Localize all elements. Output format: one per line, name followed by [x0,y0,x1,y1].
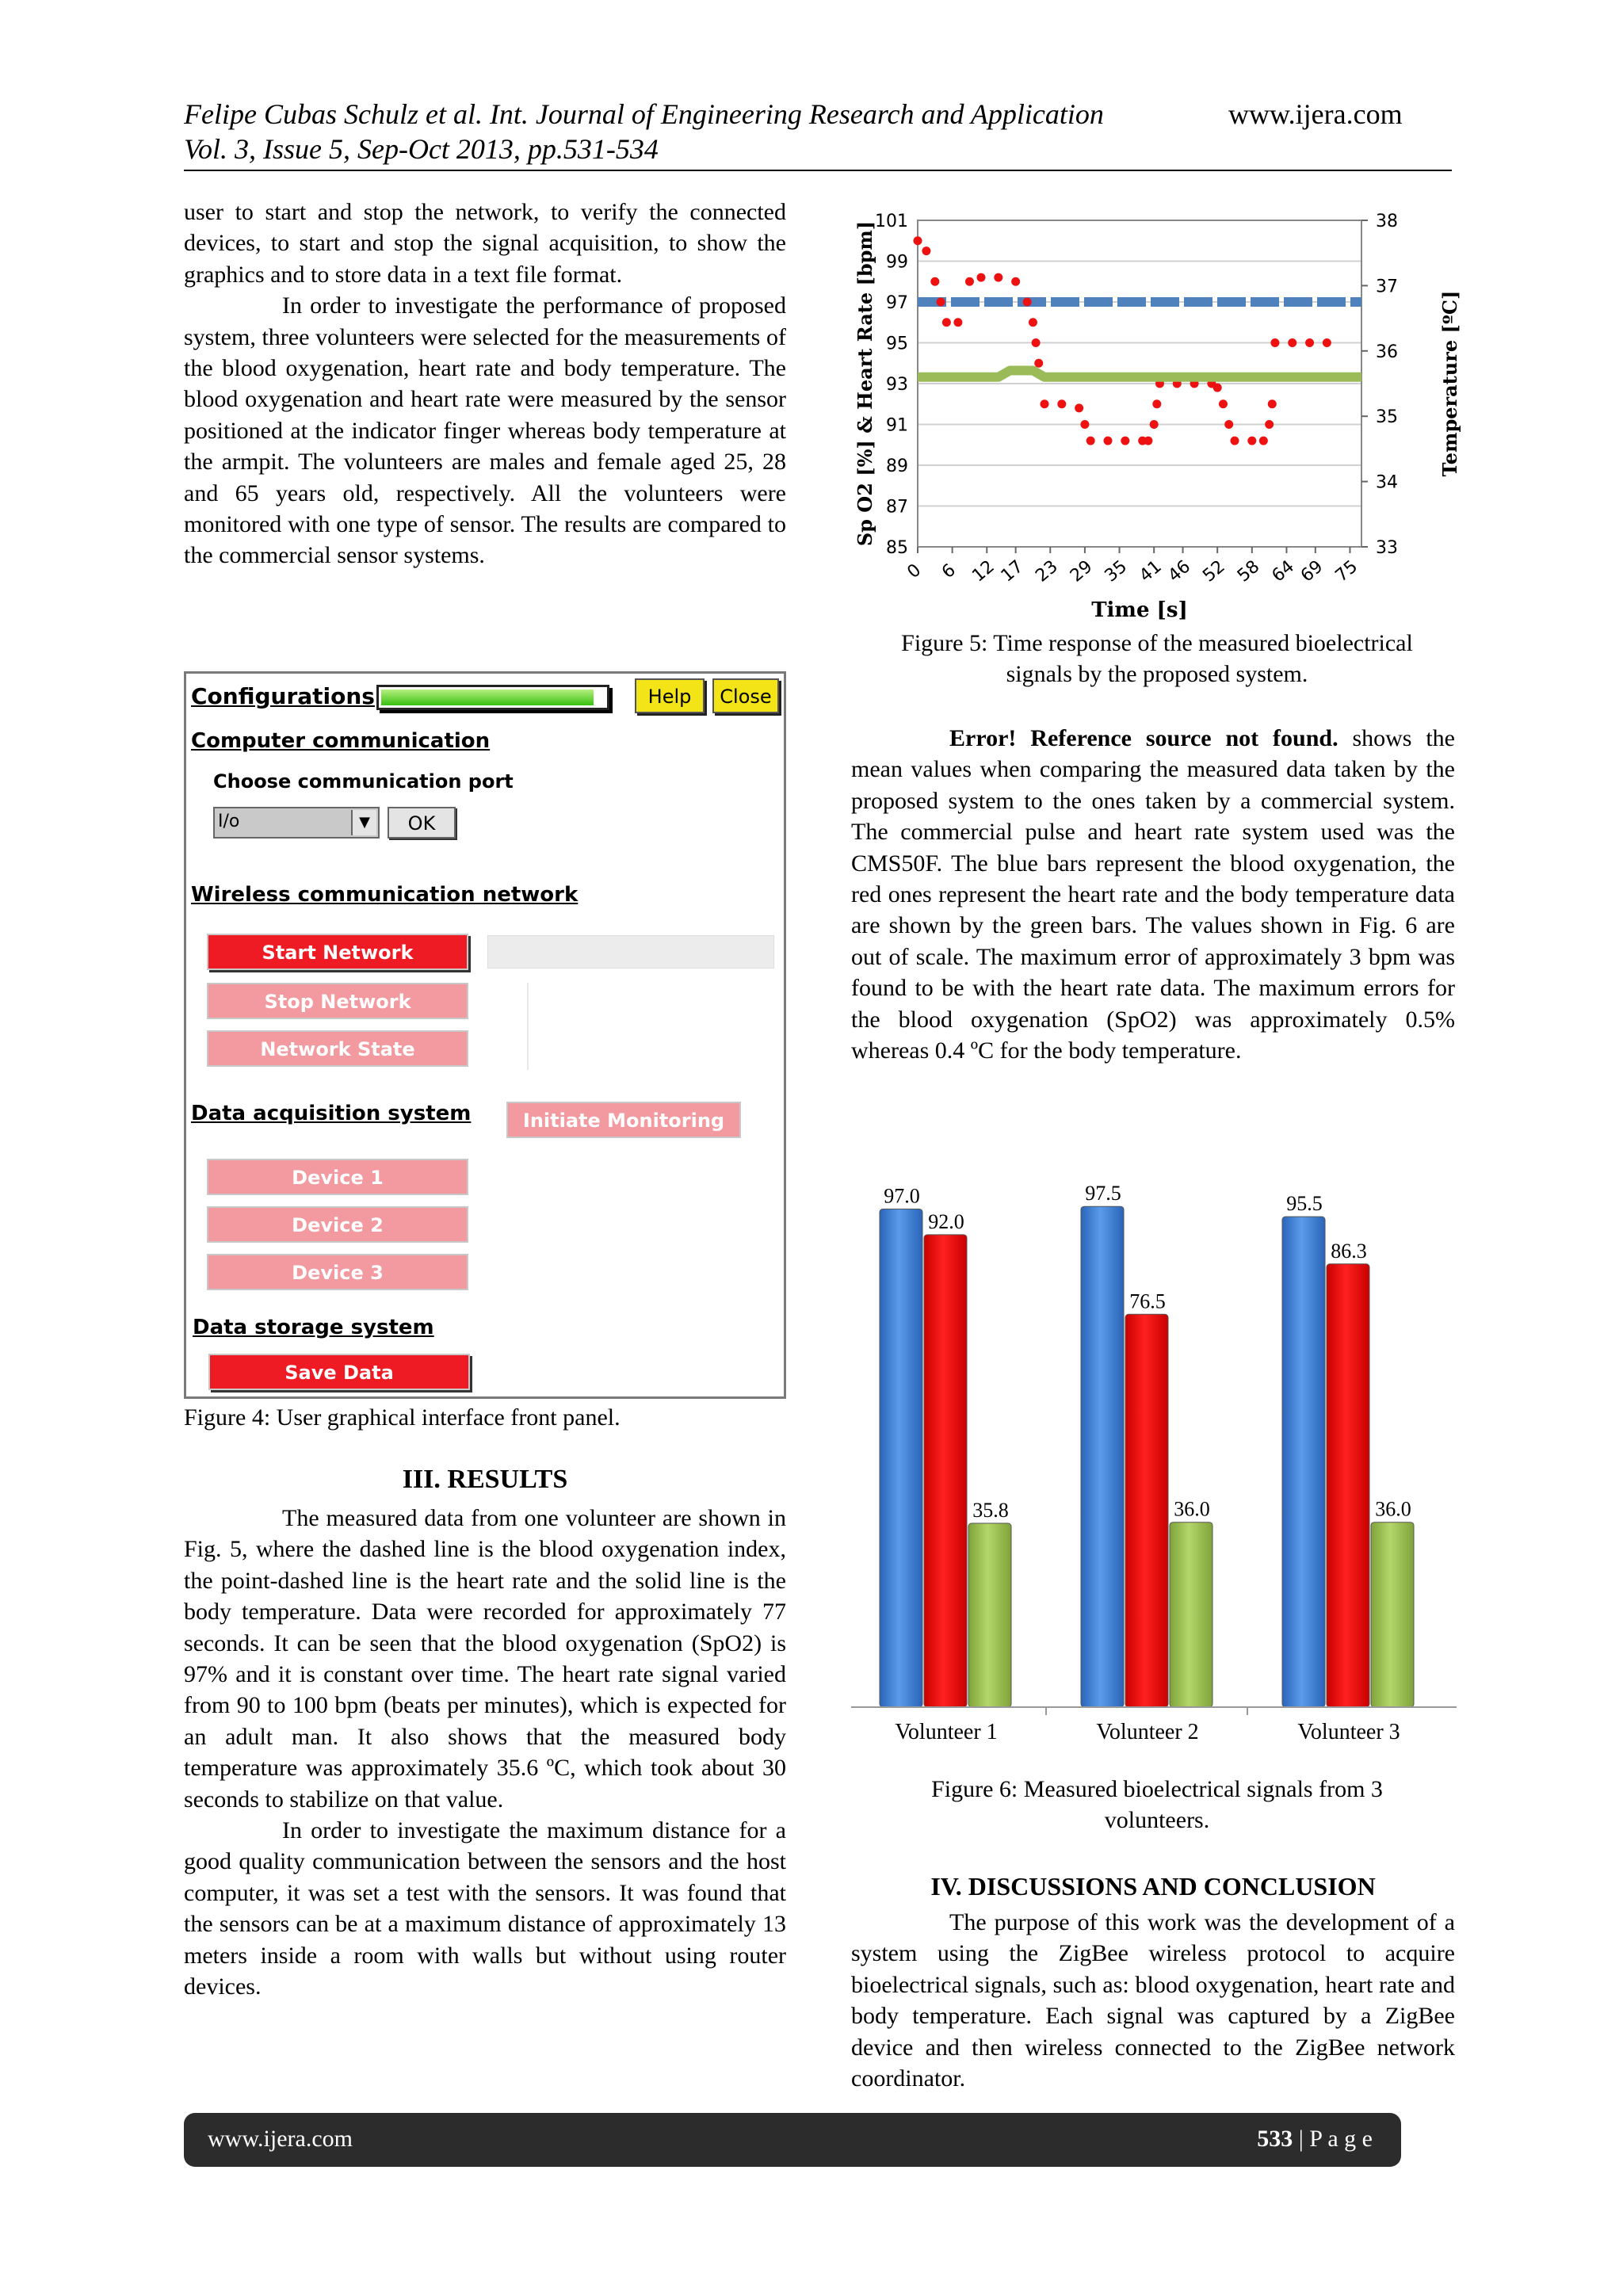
y-tick-label: 101 [875,212,908,231]
category-label: Volunteer 2 [1096,1720,1199,1744]
y-tick-label: 93 [886,375,908,395]
paragraph: In order to investigate the performance of proposed system, three volunteers were selected for the measurements of the blood oxygenation, heart rate and body temperature. The blood oxygenation and heart rate were measured by the sensor positioned at the indicator finger whereas body temperature at the armpit. The volunteers are males and female aged 25, 28 and 65 years old, respectively. All the volunteers were monitored with one type of sensor. The results are compared to the commercial sensor systems. [184,292,786,569]
y-tick-label: 85 [886,538,908,558]
heart-rate-point [914,236,922,245]
right-column-discussion [851,1907,1455,2094]
y-tick-label: 89 [886,457,908,476]
heart-rate-point [937,298,945,307]
heart-rate-point [1305,338,1314,347]
heart-rate-point [1032,338,1041,347]
left-column-results [184,1503,786,2003]
heart-rate-point [977,273,986,282]
x-tick-label: 17 [997,556,1028,586]
paragraph: The purpose of this work was the development of a system using the ZigBee wireless protocol to acquire bioelectrical signals, such as: blood oxygenation, heart rate and body temperature. Each signal was captured by a ZigBee device and then wireless connected to the ZigBee network coordinator. [851,1909,1455,2092]
device-2-button[interactable]: Device 2 [207,1206,468,1243]
heart-rate-point [922,246,930,255]
y-right-tick-label: 34 [1376,472,1398,493]
discussion-heading: IV. DISCUSSIONS AND CONCLUSION [930,1872,1376,1901]
heart-rate-point [1247,437,1256,445]
figure-5-caption [848,628,1466,690]
running-header-volume: Vol. 3, Issue 5, Sep-Oct 2013, pp.531-534 [184,133,659,165]
category-label: Volunteer 1 [895,1720,998,1744]
x-tick-label: 23 [1032,556,1062,586]
data-acquisition-heading: Data acquisition system [191,1102,472,1125]
heart-rate-point [1231,437,1239,445]
heart-rate-point [1213,384,1222,392]
x-tick-label: 41 [1136,556,1166,586]
device-1-button[interactable]: Device 1 [207,1159,468,1195]
help-button[interactable]: Help [635,678,705,713]
paragraph: shows the mean values when comparing the measured data taken by the proposed system to the ones taken by a commercial system. The commercial pulse and heart rate system used was the CMS50F. The blue bars represent the blood oxygenation, the red ones represent the heart rate and the body temperature data are shown by the green bars. The values shown in Fig. 6 are out of scale. The maximum error of approximately 3 bpm was found to be with the heart rate data. The maximum errors for the blood oxygenation (SpO2) was approximately 0.5% whereas 0.4 ºC for the body temperature. [851,725,1455,1064]
y-tick-label: 87 [886,497,908,518]
heart-rate-point [942,318,951,327]
bar-body-temperature [1371,1522,1414,1707]
heart-rate-point [994,273,1002,282]
heart-rate-point [1259,437,1268,445]
heart-rate-point [953,318,962,327]
stop-network-button[interactable]: Stop Network [207,983,468,1019]
network-status-field [487,935,774,968]
data-label: 36.0 [1375,1497,1411,1521]
x-tick-label: 0 [903,560,926,583]
choose-port-label: Choose communication port [213,770,514,793]
y-right-tick-label: 35 [1376,407,1398,428]
bar-blood-oxygenation [880,1209,922,1707]
chart-axis-ticks [875,212,1398,586]
heart-rate-point [1075,403,1083,412]
figure-6-caption [848,1774,1466,1836]
divider [527,983,529,1070]
x-axis-label: Time [s] [1091,598,1188,622]
footer-website[interactable]: www.ijera.com [208,2126,353,2152]
bar-body-temperature [1170,1522,1212,1707]
heart-rate-point [1219,399,1228,408]
y-right-tick-label: 37 [1376,277,1398,297]
y-tick-label: 91 [886,415,908,436]
x-tick-label: 29 [1066,556,1097,586]
gui-progress-bar [376,685,609,710]
y-tick-label: 95 [886,334,908,354]
paragraph: In order to investigate the maximum distance for a good quality communication between the sensors and the host computer, it was set a test with the sensors. It was found that the sensors can be at a maximum distance of approximately 13 meters inside a room with walls but without using router devices. [184,1817,786,2000]
paragraph: user to start and stop the network, to verify the connected devices, to start and stop the signal acquisition, to show the graphics and to store data in a text file format. [184,199,786,288]
temperature-series-line [918,371,1361,377]
caption-line: Figure 5: Time response of the measured bioelectrical [901,630,1413,656]
figure-6-bar-chart [848,1165,1466,1752]
results-heading: III. RESULTS [402,1465,568,1494]
page-number-box [1257,2126,1373,2153]
category-labels [895,1707,1400,1744]
x-tick-label: 64 [1268,556,1299,586]
y-tick-label: 99 [886,252,908,273]
header-rule [184,170,1452,171]
chart-gridlines [918,220,1361,547]
heart-rate-point [1268,399,1277,408]
y-right-tick-label: 38 [1376,212,1398,231]
heart-rate-point [1080,420,1089,429]
chart-series [914,236,1362,445]
x-tick-label: 69 [1296,556,1327,586]
bar-heart-rate [924,1235,967,1707]
y-axis-right-label: Temperature [ºC] [1438,290,1461,477]
start-network-button[interactable]: Start Network [207,934,468,970]
right-column-text [851,723,1455,1066]
network-state-button[interactable]: Network State [207,1030,468,1067]
heart-rate-point [1086,437,1095,445]
x-tick-label: 12 [968,556,999,586]
data-label: 35.8 [972,1499,1009,1522]
initiate-monitoring-button[interactable]: Initiate Monitoring [506,1102,741,1138]
heart-rate-point [1288,338,1296,347]
x-tick-label: 52 [1199,556,1229,586]
port-value: I/o [218,812,240,831]
page-footer [184,2113,1401,2167]
x-tick-label: 6 [938,560,960,583]
heart-rate-point [1034,359,1043,368]
ok-button[interactable]: OK [388,807,456,839]
data-storage-heading: Data storage system [193,1316,434,1339]
close-button[interactable]: Close [712,678,779,713]
x-tick-label: 75 [1331,556,1362,586]
heart-rate-point [1150,420,1159,429]
computer-communication-heading: Computer communication [191,729,491,753]
bar-blood-oxygenation [1081,1206,1124,1707]
gui-front-panel-figure [184,671,786,1399]
heart-rate-point [965,277,974,286]
x-tick-label: 35 [1101,556,1132,586]
caption-line: Figure 6: Measured bioelectrical signals from 3 [931,1776,1383,1802]
figure-4-caption: Figure 4: User graphical interface front panel. [184,1404,621,1431]
gui-progress-fill [381,690,594,705]
y-right-tick-label: 33 [1376,538,1398,558]
save-data-button[interactable]: Save Data [208,1354,470,1390]
bar-body-temperature [968,1523,1011,1707]
bar-series [880,1182,1414,1707]
page-number: 533 [1257,2126,1293,2152]
bar-heart-rate [1327,1264,1369,1707]
caption-line: volunteers. [1104,1807,1210,1833]
running-header-authors: Felipe Cubas Schulz et al. Int. Journal of Engineering Research and Application [184,98,1104,130]
heart-rate-point [1023,298,1032,307]
heart-rate-point [1041,399,1049,408]
paragraph: The measured data from one volunteer are shown in Fig. 5, where the dashed line is the blood oxygenation index, the point-dashed line is the heart rate and the solid line is the body temperature. Data were recorded for approximately 77 seconds. It can be seen that the blood oxygenation (SpO2) is 97% and it is constant over time. The heart rate signal varied from 90 to 100 bpm (beats per minutes), which is expected for an adult man. It also shows that the measured body temperature was approximately 35.6 ºC, which took about 30 seconds to stabilize on that value. [184,1505,786,1813]
x-tick-label: 46 [1164,556,1195,586]
reference-error: Error! Reference source not found. [949,725,1338,751]
gui-title: Configurations [191,683,375,709]
header-website[interactable]: www.ijera.com [1228,98,1403,130]
page-label: | P a g e [1293,2126,1373,2152]
left-column-top [184,197,786,571]
chevron-down-icon[interactable]: ▼ [351,810,376,835]
heart-rate-point [930,277,939,286]
wireless-network-heading: Wireless communication network [191,883,579,907]
caption-line: signals by the proposed system. [1006,661,1308,687]
heart-rate-point [1104,437,1113,445]
y-axis-label: Sp O2 [%] & Heart Rate [bpm] [854,220,876,547]
heart-rate-point [1224,420,1233,429]
data-label: 86.3 [1331,1239,1367,1263]
y-right-tick-label: 36 [1376,342,1398,362]
heart-rate-point [1011,277,1020,286]
heart-rate-point [1270,338,1279,347]
x-tick-label: 58 [1233,556,1264,586]
device-3-button[interactable]: Device 3 [207,1254,468,1290]
data-label: 97.0 [884,1184,920,1208]
data-label: 36.0 [1174,1497,1210,1521]
data-label: 97.5 [1085,1182,1121,1205]
data-label: 92.0 [928,1209,964,1233]
data-label: 95.5 [1286,1192,1323,1216]
port-select[interactable] [213,807,380,839]
heart-rate-point [1029,318,1037,327]
heart-rate-point [1121,437,1129,445]
bar-heart-rate [1125,1314,1168,1707]
category-label: Volunteer 3 [1297,1720,1400,1744]
heart-rate-point [1323,338,1331,347]
y-tick-label: 97 [886,293,908,313]
data-label: 76.5 [1129,1289,1166,1313]
figure-5-line-chart [856,203,1466,631]
bar-blood-oxygenation [1282,1217,1325,1707]
heart-rate-point [1265,420,1274,429]
heart-rate-point [1152,399,1161,408]
heart-rate-point [1144,437,1152,445]
heart-rate-point [1057,399,1066,408]
